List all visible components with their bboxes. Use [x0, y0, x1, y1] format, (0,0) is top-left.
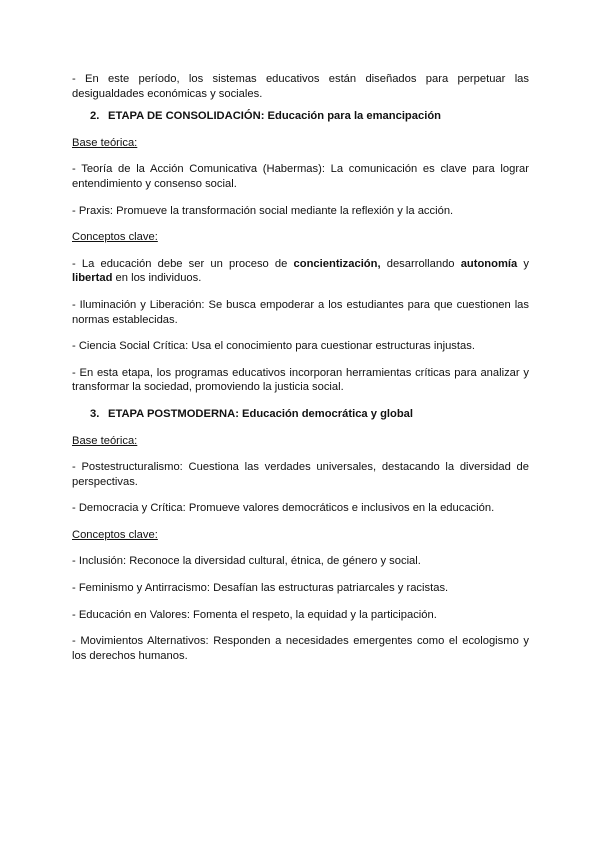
section-2-base-item: - Praxis: Promueve la transformación social mediante la reflexión y la acción.	[72, 204, 454, 217]
document-page	[72, 72, 529, 663]
concept-bold-term: concientización,	[293, 257, 381, 270]
concept-text: desarrollando	[380, 257, 461, 270]
section-2-number: 2.	[90, 110, 100, 123]
section-3-concept-item: - Feminismo y Antirracismo: Desafían las estructuras patriarcales y racistas.	[72, 582, 449, 595]
section-2-concept-item: - En esta etapa, los programas educativos incorporan herramientas críticas para analizar y transformar la sociedad, promoviendo la justicia social.	[72, 366, 529, 394]
section-2-concept-first	[72, 257, 529, 286]
section-3-concept-item: - Movimientos Alternativos: Responden a necesidades emergentes como el ecologismo y los derechos humanos.	[72, 635, 529, 662]
section-2-title: ETAPA DE CONSOLIDACIÓN: Educación para la emancipación	[108, 110, 441, 123]
intro-paragraph: - En este período, los sistemas educativos están diseñados para perpetuar las desigualdades económicas y sociales.	[72, 73, 529, 100]
section-3-base-item: - Postestructuralismo: Cuestiona las verdades universales, destacando la diversidad de perspectivas.	[72, 461, 529, 488]
section-3-concept-item: - Inclusión: Reconoce la diversidad cultural, étnica, de género y social.	[72, 555, 421, 568]
section-3-base-item: - Democracia y Crítica: Promueve valores democráticos e inclusivos en la educación.	[72, 502, 495, 515]
section-3-base-label: Base teórica:	[72, 434, 138, 447]
section-2-concepts-label: Conceptos clave:	[72, 231, 158, 244]
concept-bold-term: autonomía	[460, 257, 518, 270]
concept-text: - La educación debe ser un proceso de	[72, 257, 294, 270]
concept-bold-term: libertad	[72, 272, 113, 285]
section-2-concept-item: - Iluminación y Liberación: Se busca empoderar a los estudiantes para que cuestionen las normas establecidas.	[72, 298, 529, 326]
section-3-concept-item: - Educación en Valores: Fomenta el respeto, la equidad y la participación.	[72, 608, 437, 621]
section-3-concepts-label: Conceptos clave:	[72, 528, 158, 541]
section-3-number: 3.	[90, 407, 100, 420]
section-3-heading	[90, 407, 529, 422]
concept-text: y	[517, 257, 529, 270]
section-3-title: ETAPA POSTMODERNA: Educación democrática y global	[108, 407, 414, 420]
concept-text: en los individuos.	[112, 272, 202, 285]
section-2-concept-item: - Ciencia Social Crítica: Usa el conocimiento para cuestionar estructuras injustas.	[72, 340, 475, 353]
section-2-base-label: Base teórica:	[72, 136, 138, 149]
section-2-heading	[90, 109, 529, 124]
section-2-base-item: - Teoría de la Acción Comunicativa (Habermas): La comunicación es clave para lograr entendimiento y consenso social.	[72, 163, 529, 190]
